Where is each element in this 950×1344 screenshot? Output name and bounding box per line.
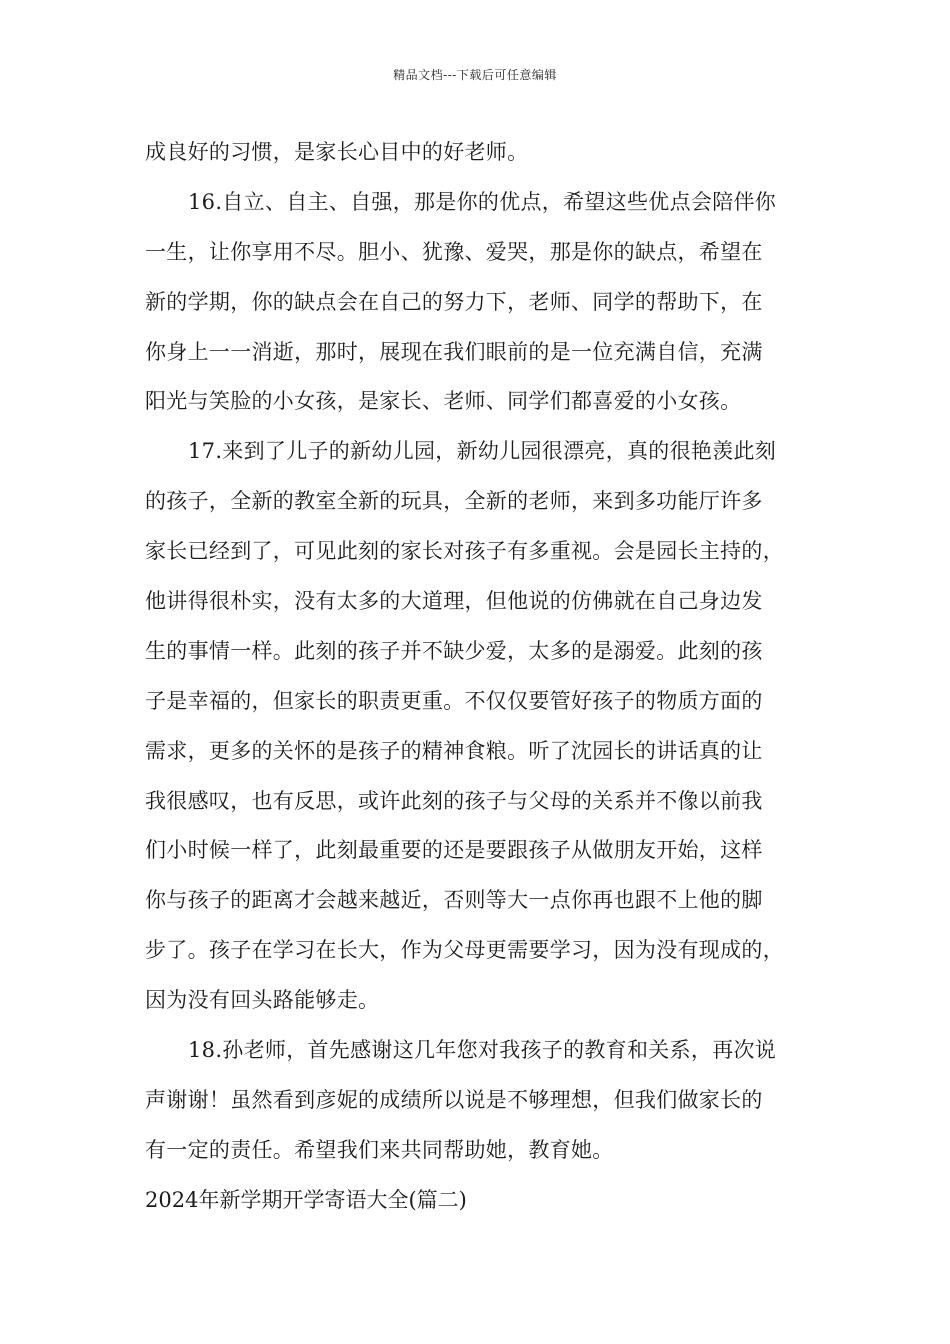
paragraph-16-line: 16.自立、自主、自强，那是你的优点，希望这些优点会陪伴你 <box>188 189 777 214</box>
text-line: 生的事情一样。此刻的孩子并不缺少爱，太多的是溺爱。此刻的孩 <box>145 638 763 663</box>
text-line: 需求，更多的关怀的是孩子的精神食粮。听了沈园长的讲话真的让 <box>145 738 763 763</box>
text-line: 你身上一一消逝，那时，展现在我们眼前的是一位充满自信，充满 <box>145 339 763 364</box>
text-line: 新的学期，你的缺点会在自己的努力下，老师、同学的帮助下，在 <box>145 289 763 314</box>
text-line: 他讲得很朴实，没有太多的大道理，但他说的仿佛就在自己身边发 <box>145 589 763 614</box>
text-line: 因为没有回头路能够走。 <box>145 988 380 1013</box>
text-line: 我很感叹，也有反思，或许此刻的孩子与父母的关系并不像以前我 <box>145 788 763 813</box>
text-line: 步了。孩子在学习在长大，作为父母更需要学习，因为没有现成的， <box>145 938 784 963</box>
text-line: 有一定的责任。希望我们来共同帮助她，教育她。 <box>145 1137 614 1162</box>
section-title: 2024年新学期开学寄语大全(篇二) <box>145 1187 467 1212</box>
text-line: 声谢谢！虽然看到彦妮的成绩所以说是不够理想，但我们做家长的 <box>145 1087 763 1112</box>
text-line: 阳光与笑脸的小女孩，是家长、老师、同学们都喜爱的小女孩。 <box>145 389 742 414</box>
document-body <box>145 128 825 1226</box>
page-header: 精品文档---下载后可任意编辑 <box>393 68 557 82</box>
text-line: 的孩子，全新的教室全新的玩具，全新的老师，来到多功能厅许多 <box>145 489 763 514</box>
text-line: 家长已经到了，可见此刻的家长对孩子有多重视。会是园长主持的， <box>145 539 784 564</box>
text-line: 们小时候一样了，此刻最重要的还是要跟孩子从做朋友开始，这样 <box>145 838 763 863</box>
text-line: 子是幸福的，但家长的职责更重。不仅仅要管好孩子的物质方面的 <box>145 688 763 713</box>
text-line: 你与孩子的距离才会越来越近，否则等大一点你再也跟不上他的脚 <box>145 888 763 913</box>
paragraph-17-line: 17.来到了儿子的新幼儿园，新幼儿园很漂亮，真的很艳羡此刻 <box>188 439 777 464</box>
text-line: 成良好的习惯，是家长心目中的好老师。 <box>145 140 529 164</box>
text-line: 一生，让你享用不尽。胆小、犹豫、爱哭，那是你的缺点，希望在 <box>145 239 763 264</box>
paragraph-18-line: 18.孙老师，首先感谢这几年您对我孩子的教育和关系，再次说 <box>188 1038 777 1063</box>
